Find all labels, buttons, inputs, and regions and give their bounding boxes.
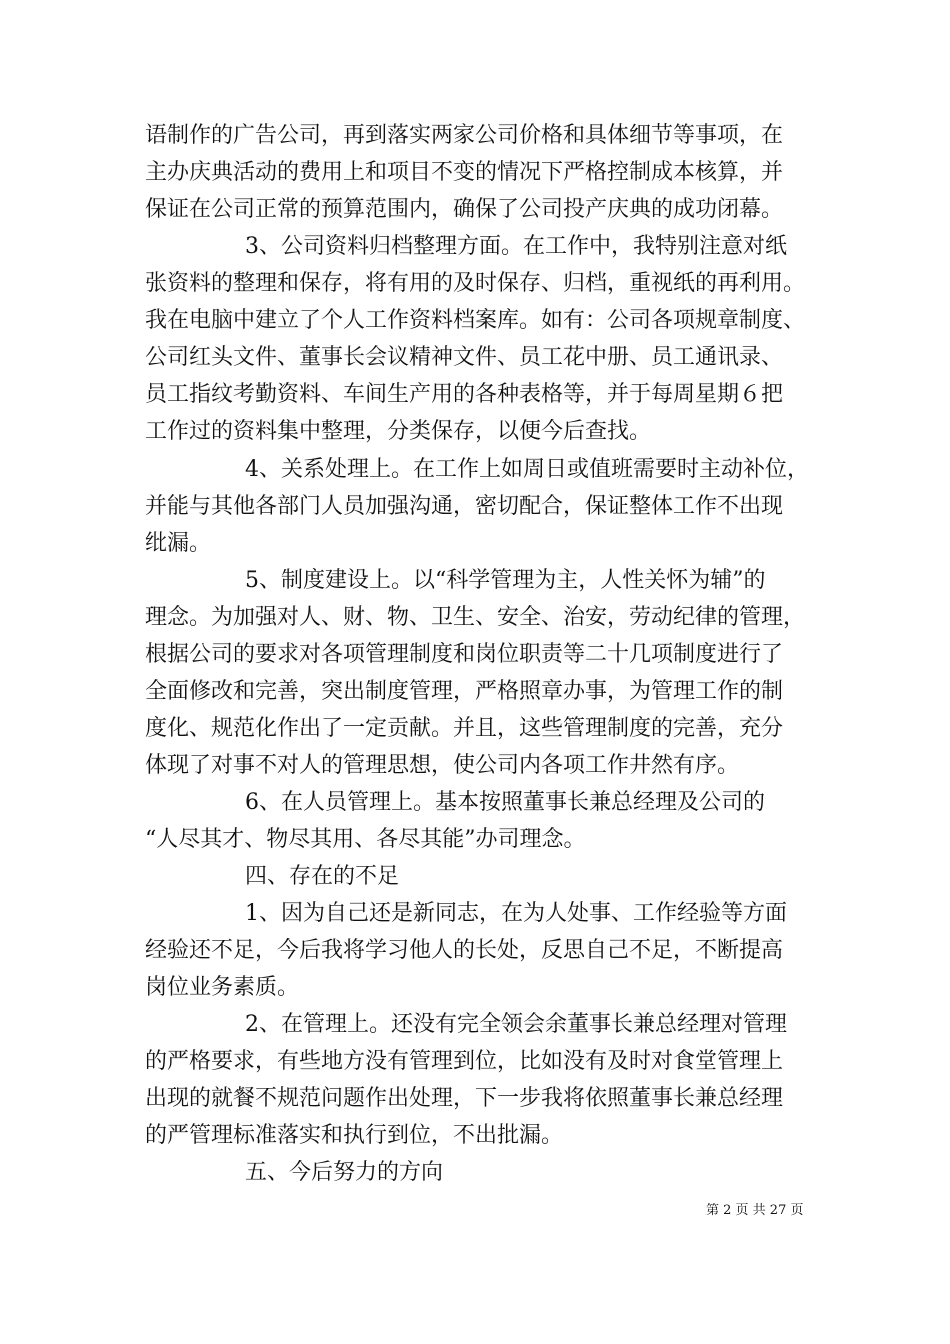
- text-line: 纰漏。: [145, 531, 212, 556]
- text-line: 员工指纹考勤资料、车间生产用的各种表格等，并于每周星期６把: [145, 382, 784, 407]
- text-line: 张资料的整理和保存，将有用的及时保存、归档，重视纸的再利用。: [145, 271, 806, 296]
- paragraph-start-line: 1、因为自己还是新同志，在为人处事、工作经验等方面: [245, 901, 787, 926]
- text-line: 理念。为加强对人、财、物、卫生、安全、治安，劳动纪律的管理，: [145, 605, 806, 630]
- text-line: 全面修改和完善，突出制度管理，严格照章办事，为管理工作的制: [145, 679, 784, 704]
- text-line: 公司红头文件、董事长会议精神文件、员工花中册、员工通讯录、: [145, 345, 784, 370]
- section-heading: 五、今后努力的方向: [245, 1160, 444, 1185]
- paragraph-start-line: 2、在管理上。还没有完全领会余董事长兼总经理对管理: [245, 1012, 787, 1037]
- text-line: 体现了对事不对人的管理思想，使公司内各项工作井然有序。: [145, 753, 740, 778]
- text-line: 出现的就餐不规范问题作出处理，下一步我将依照董事长兼总经理: [145, 1086, 784, 1111]
- text-line: 岗位业务素质。: [145, 975, 300, 1000]
- text-line: 的严管理标准落实和执行到位，不出批漏。: [145, 1123, 564, 1148]
- text-line: 主办庆典活动的费用上和项目不变的情况下严格控制成本核算，并: [145, 160, 784, 185]
- text-line: 经验还不足，今后我将学习他人的长处，反思自己不足，不断提高: [145, 938, 784, 963]
- text-line: 保证在公司正常的预算范围内，确保了公司投产庆典的成功闭幕。: [145, 197, 784, 222]
- paragraph-start-line: 4、关系处理上。在工作上如周日或值班需要时主动补位，: [245, 457, 809, 482]
- text-line: 根据公司的要求对各项管理制度和岗位职责等二十几项制度进行了: [145, 642, 784, 667]
- paragraph-start-line: 5、制度建设上。以“科学管理为主，人性关怀为辅”的: [245, 568, 766, 593]
- text-line: 的严格要求，有些地方没有管理到位，比如没有及时对食堂管理上: [145, 1049, 784, 1074]
- section-heading: 四、存在的不足: [245, 864, 400, 889]
- page-number-footer: 第 2 页 共 27 页: [706, 1203, 804, 1218]
- text-line: 工作过的资料集中整理，分类保存，以便今后查找。: [145, 419, 652, 444]
- text-line: 并能与其他各部门人员加强沟通，密切配合，保证整体工作不出现: [145, 494, 784, 519]
- text-line: “人尽其才、物尽其用、各尽其能”办司理念。: [145, 827, 586, 852]
- text-line: 度化、规范化作出了一定贡献。并且，这些管理制度的完善，充分: [145, 716, 784, 741]
- paragraph-start-line: 6、在人员管理上。基本按照董事长兼总经理及公司的: [245, 790, 765, 815]
- paragraph-start-line: 3、公司资料归档整理方面。在工作中，我特别注意对纸: [245, 234, 787, 259]
- text-line: 语制作的广告公司，再到落实两家公司价格和具体细节等事项，在: [145, 123, 784, 148]
- text-line: 我在电脑中建立了个人工作资料档案库。如有：公司各项规章制度、: [145, 308, 806, 333]
